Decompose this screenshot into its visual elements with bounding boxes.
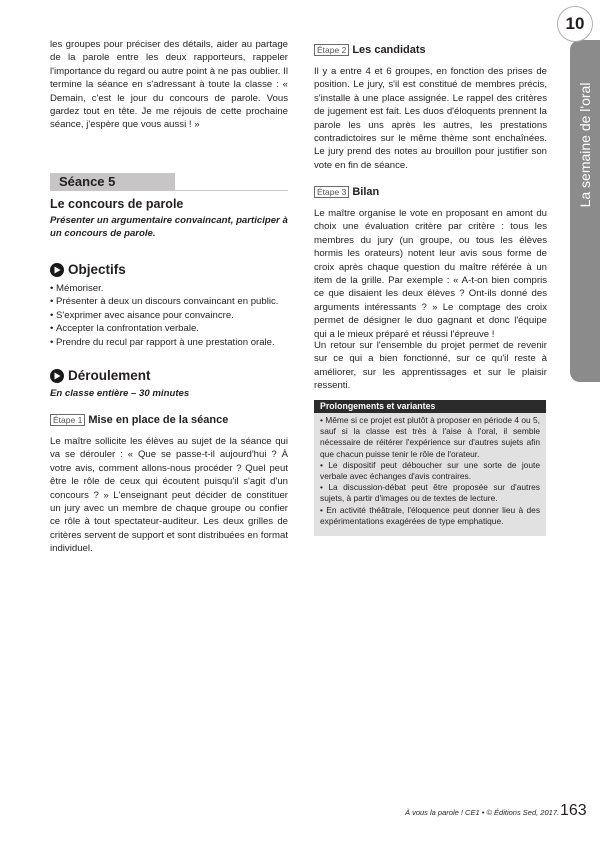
play-circle-icon <box>50 369 64 383</box>
etape-3-conclusion: Un retour sur l'ensemble du projet permet de revenir sur ce qui a bien fonctionné, sur ce qu'il reste à améliorer, sur les apprentissages et sur le plaisir ressenti. <box>314 340 547 392</box>
list-item: • Mémoriser. <box>50 282 288 295</box>
deroulement-heading-row <box>50 368 151 383</box>
deroulement-heading: Déroulement <box>68 368 151 383</box>
etape-3-text: Le maître organise le vote en proposant en amont du choix une évaluation critère par critère : tous les membres du jury (un groupe, ou tous les élèves hormis les orateurs) notent leur avis sous forme de croix après chaque question du maître référée à un item de la grille. Par exemple : « A-t-on bien compris ce que disaient les deux élèves ? Ont-ils donné des arguments intéressants ? » Le comptage des croix permet de désigner le duo gagnant et donc l'équipe qui a le mieux préparé et réussi l'épreuve ! <box>314 208 547 340</box>
play-circle-icon <box>50 263 64 277</box>
list-item: • Accepter la confrontation verbale. <box>50 322 288 335</box>
seance-subtitle: Présenter un argumentaire convaincant, participer à un concours de parole. <box>50 215 288 239</box>
page-number: 163 <box>560 802 587 819</box>
chapter-label: La semaine de l'oral <box>577 82 593 208</box>
etape-2-text: Il y a entre 4 et 6 groupes, en fonction des prises de position. Le jury, s'il est constitué de membres précis, s'installe à une place assignée. Le rappel des critères de jugement est fait. Les duos d'éloquents prennent la parole les uns après les autres, les prestations contradictoires sur le même thème sont enchaînées. Le jury prend des notes au brouillon pour justifier son vote en fin de séance. <box>314 66 547 171</box>
etape-3-title: Bilan <box>352 186 380 198</box>
list-item: • En activité théâtrale, l'éloquence peut donner lieu à des expérimentations exagérées de type emphatique. <box>320 505 540 527</box>
objectifs-heading-row <box>50 262 126 277</box>
list-item: • Présenter à deux un discours convaincant en public. <box>50 295 288 308</box>
etape-2-tag: Étape 2 <box>314 44 349 56</box>
list-item: • Même si ce projet est plutôt à proposer en période 4 ou 5, sauf si la classe est très à l'aise à l'oral, il semble nécessaire de réitérer l'expérience sur d'autres sujets afin que chacun puisse tenir le rôle de l'orateur. <box>320 415 540 460</box>
prolongements-box <box>314 400 546 536</box>
list-item: • S'exprimer avec aisance pour convaincre. <box>50 309 288 322</box>
etape-2-title: Les candidats <box>352 44 426 56</box>
footer-credit: À vous la parole ! CE1 • © Éditions Sed, 2017. <box>405 808 560 817</box>
etape-1-text: Le maître sollicite les élèves au sujet de la séance qui va se dérouler : « Que se passe-t-il aujourd'hui ? À votre avis, comment allons-nous procéder ? Quel peut être le rôle de ceux qui écoutent puisqu'il s'agit d'un concours ? » L'enseignant peut décider de constituer un jury avec un membre de chaque groupe ou confier ce rôle à tout spectateur-auditeur. Les deux grilles de critères servent de support et sont distribuées en format individuel. <box>50 436 288 555</box>
prolongements-list <box>314 413 546 527</box>
etape-1-tag: Étape 1 <box>50 414 85 426</box>
chapter-number: 10 <box>557 6 593 42</box>
list-item: • La discussion-débat peut être proposée sur d'autres sujets, à partir d'images ou de textes de lecture. <box>320 482 540 504</box>
objectifs-list <box>50 282 288 349</box>
etape-2-heading <box>314 44 426 56</box>
objectifs-heading: Objectifs <box>68 262 126 277</box>
prolongements-heading: Prolongements et variantes <box>314 400 546 413</box>
seance-divider <box>166 190 288 191</box>
intro-paragraph: les groupes pour préciser des détails, aider au partage de la parole entre les deux rapporteurs, rappeler l'importance du regard ou autre point à ne pas oublier. Il termine la séance en s'adressant à toute la classe : « Demain, c'est le jour du concours de parole. Vous gardez tout en tête. Je me réjouis de cette prochaine séance, j'espère que vous aussi ! » <box>50 39 288 131</box>
list-item: • Le dispositif peut déboucher sur une sorte de joute verbale avec échanges d'avis contraires. <box>320 460 540 482</box>
etape-1-heading <box>50 414 228 426</box>
seance-title: Le concours de parole <box>50 197 184 211</box>
etape-1-title: Mise en place de la séance <box>88 414 229 426</box>
seance-label: Séance 5 <box>50 173 175 191</box>
etape-3-heading <box>314 186 379 198</box>
deroulement-subheading: En classe entière – 30 minutes <box>50 388 190 399</box>
etape-3-tag: Étape 3 <box>314 186 349 198</box>
list-item: • Prendre du recul par rapport à une prestation orale. <box>50 336 288 349</box>
